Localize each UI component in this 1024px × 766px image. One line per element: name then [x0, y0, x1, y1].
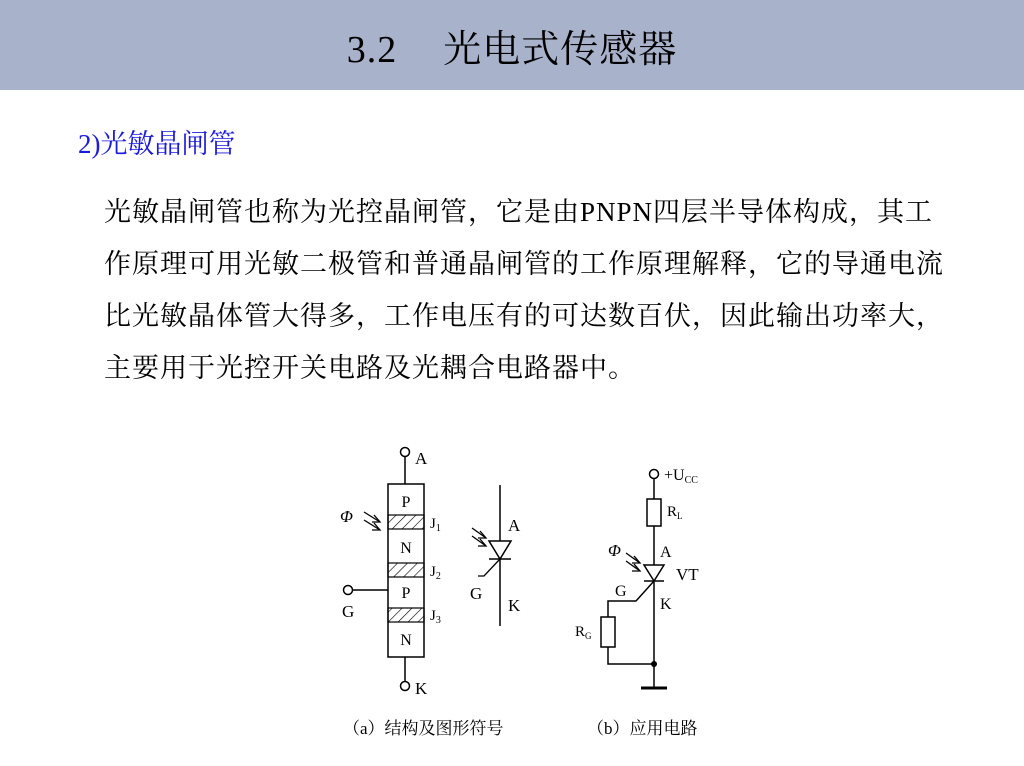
junction-dot	[651, 661, 657, 667]
junction-label-j1: $J_1$	[430, 516, 441, 534]
junction-label-j2: $J_2$	[430, 564, 441, 582]
symbol-anode-label: A	[508, 516, 521, 535]
thyristor-symbol	[470, 485, 521, 626]
vt-triangle	[644, 565, 664, 581]
circuit-cathode-label: K	[660, 596, 672, 613]
supply-label: +UCC	[664, 467, 698, 486]
circuit-light-arrows-icon	[626, 553, 640, 571]
gate-resistor-label: $R_G$	[575, 624, 592, 641]
circuit-light-label: Φ	[608, 541, 621, 560]
caption-a: （a）结构及图形符号	[343, 719, 504, 738]
supply-terminal	[650, 470, 659, 479]
light-flux-label: Φ	[340, 507, 353, 526]
junction-j2	[388, 563, 424, 577]
light-arrows-icon	[364, 512, 380, 530]
vt-label: VT	[676, 565, 699, 584]
layer-n1: N	[400, 540, 412, 557]
load-resistor	[647, 499, 661, 526]
gate-terminal	[344, 586, 353, 595]
symbol-gate-label: G	[470, 584, 483, 603]
anode-terminal	[401, 448, 410, 457]
gate-label: G	[342, 602, 355, 621]
caption-b: （b）应用电路	[587, 719, 698, 738]
section-title: 光电式传感器	[443, 28, 678, 71]
gate-resistor	[601, 617, 615, 647]
load-resistor-label: $R_L$	[667, 504, 683, 521]
anode-label: A	[415, 449, 428, 468]
body-paragraph: 光敏晶闸管也称为光控晶闸管，它是由PNPN四层半导体构成，其工作原理可用光敏二极管和普通晶闸管的工作原理解释，它的导通电流比光敏晶体管大得多，工作电压有的可达数百伏，因此输出功率大，主要用于光控开关电路及光耦合电路器中。	[104, 197, 944, 383]
symbol-light-arrows-icon	[472, 528, 486, 546]
section-number: 3.2	[346, 28, 398, 71]
cathode-terminal	[401, 682, 410, 691]
layer-n2: N	[400, 632, 412, 649]
circuit-anode-label: A	[660, 544, 672, 561]
application-circuit	[575, 467, 699, 688]
symbol-cathode-label: K	[508, 596, 521, 615]
cathode-label: K	[415, 679, 428, 698]
junction-j3	[388, 608, 424, 622]
layer-p1: P	[401, 494, 411, 511]
junction-label-j3: $J_3$	[430, 608, 441, 626]
subheading: 2)光敏晶闸管	[78, 129, 236, 159]
structure-diagram	[340, 448, 441, 699]
layer-p2: P	[401, 585, 411, 602]
circuit-gate-label: G	[615, 583, 627, 600]
thyristor-triangle	[489, 541, 511, 559]
junction-j1	[388, 515, 424, 529]
